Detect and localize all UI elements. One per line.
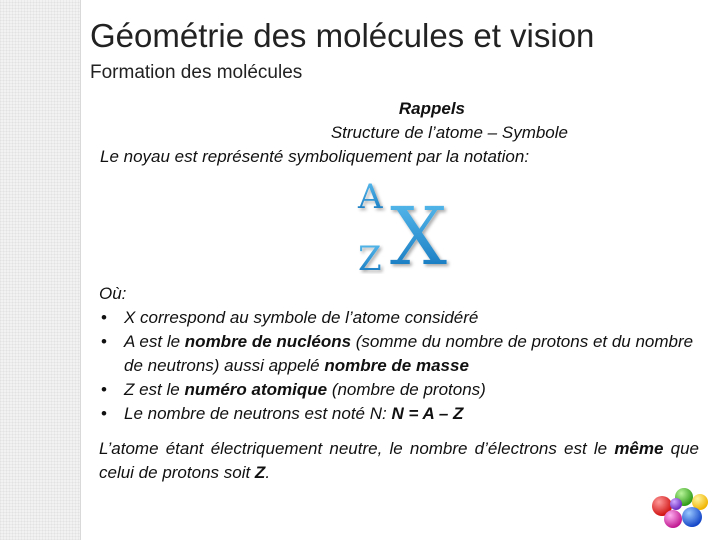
item-bold: numéro atomique <box>184 380 328 399</box>
conclusion-text: . <box>265 463 271 482</box>
item-bold: nombre de nucléons <box>184 332 352 351</box>
item-text: (nombre de protons) <box>327 380 486 399</box>
conclusion-bold: même <box>614 439 664 458</box>
molecule-balls-icon <box>648 484 712 532</box>
rappels-heading: Rappels <box>398 99 465 118</box>
conclusion-bold: Z <box>254 463 266 482</box>
item-text: Z est le <box>124 380 185 399</box>
conclusion-text: L’atome étant électriquement neutre, le nombre d’électrons est le <box>99 439 615 458</box>
rappels-subheading: Structure de l’atome – Symbole <box>330 123 568 142</box>
bullet: • <box>101 380 107 399</box>
list-item <box>99 378 701 402</box>
atomic-number-symbol: Z <box>358 239 382 274</box>
definitions-list <box>99 306 701 426</box>
mass-number-symbol: A <box>358 178 383 217</box>
ou-label: Où: <box>99 284 127 303</box>
bullet: • <box>101 308 107 327</box>
conclusion-text: que celui de protons soit <box>99 439 699 482</box>
list-item <box>99 402 701 426</box>
bullet: • <box>101 404 107 423</box>
item-bold: nombre de masse <box>324 356 469 375</box>
nuclide-notation <box>356 178 466 274</box>
rappels-intro: Le noyau est représenté symboliquement par la notation: <box>100 147 530 166</box>
decorative-side-strip <box>0 0 80 540</box>
item-bold: N = A – Z <box>391 404 464 423</box>
bullet: • <box>101 332 107 351</box>
slide-title: Géométrie des molécules et vision <box>90 17 595 54</box>
list-item <box>99 330 701 378</box>
item-text: Le nombre de neutrons est noté N: <box>124 404 392 423</box>
rappels-block <box>100 97 670 169</box>
slide-subtitle: Formation des molécules <box>90 62 303 83</box>
conclusion-paragraph <box>99 437 699 485</box>
item-text: (somme du nombre de protons et du nombre de neutrons) aussi appelé <box>124 332 694 375</box>
item-text: A est le <box>124 332 185 351</box>
element-symbol: X <box>390 190 447 274</box>
list-item <box>99 306 701 330</box>
item-text: X correspond au symbole de l’atome considéré <box>124 308 479 327</box>
definitions-block <box>99 282 701 426</box>
